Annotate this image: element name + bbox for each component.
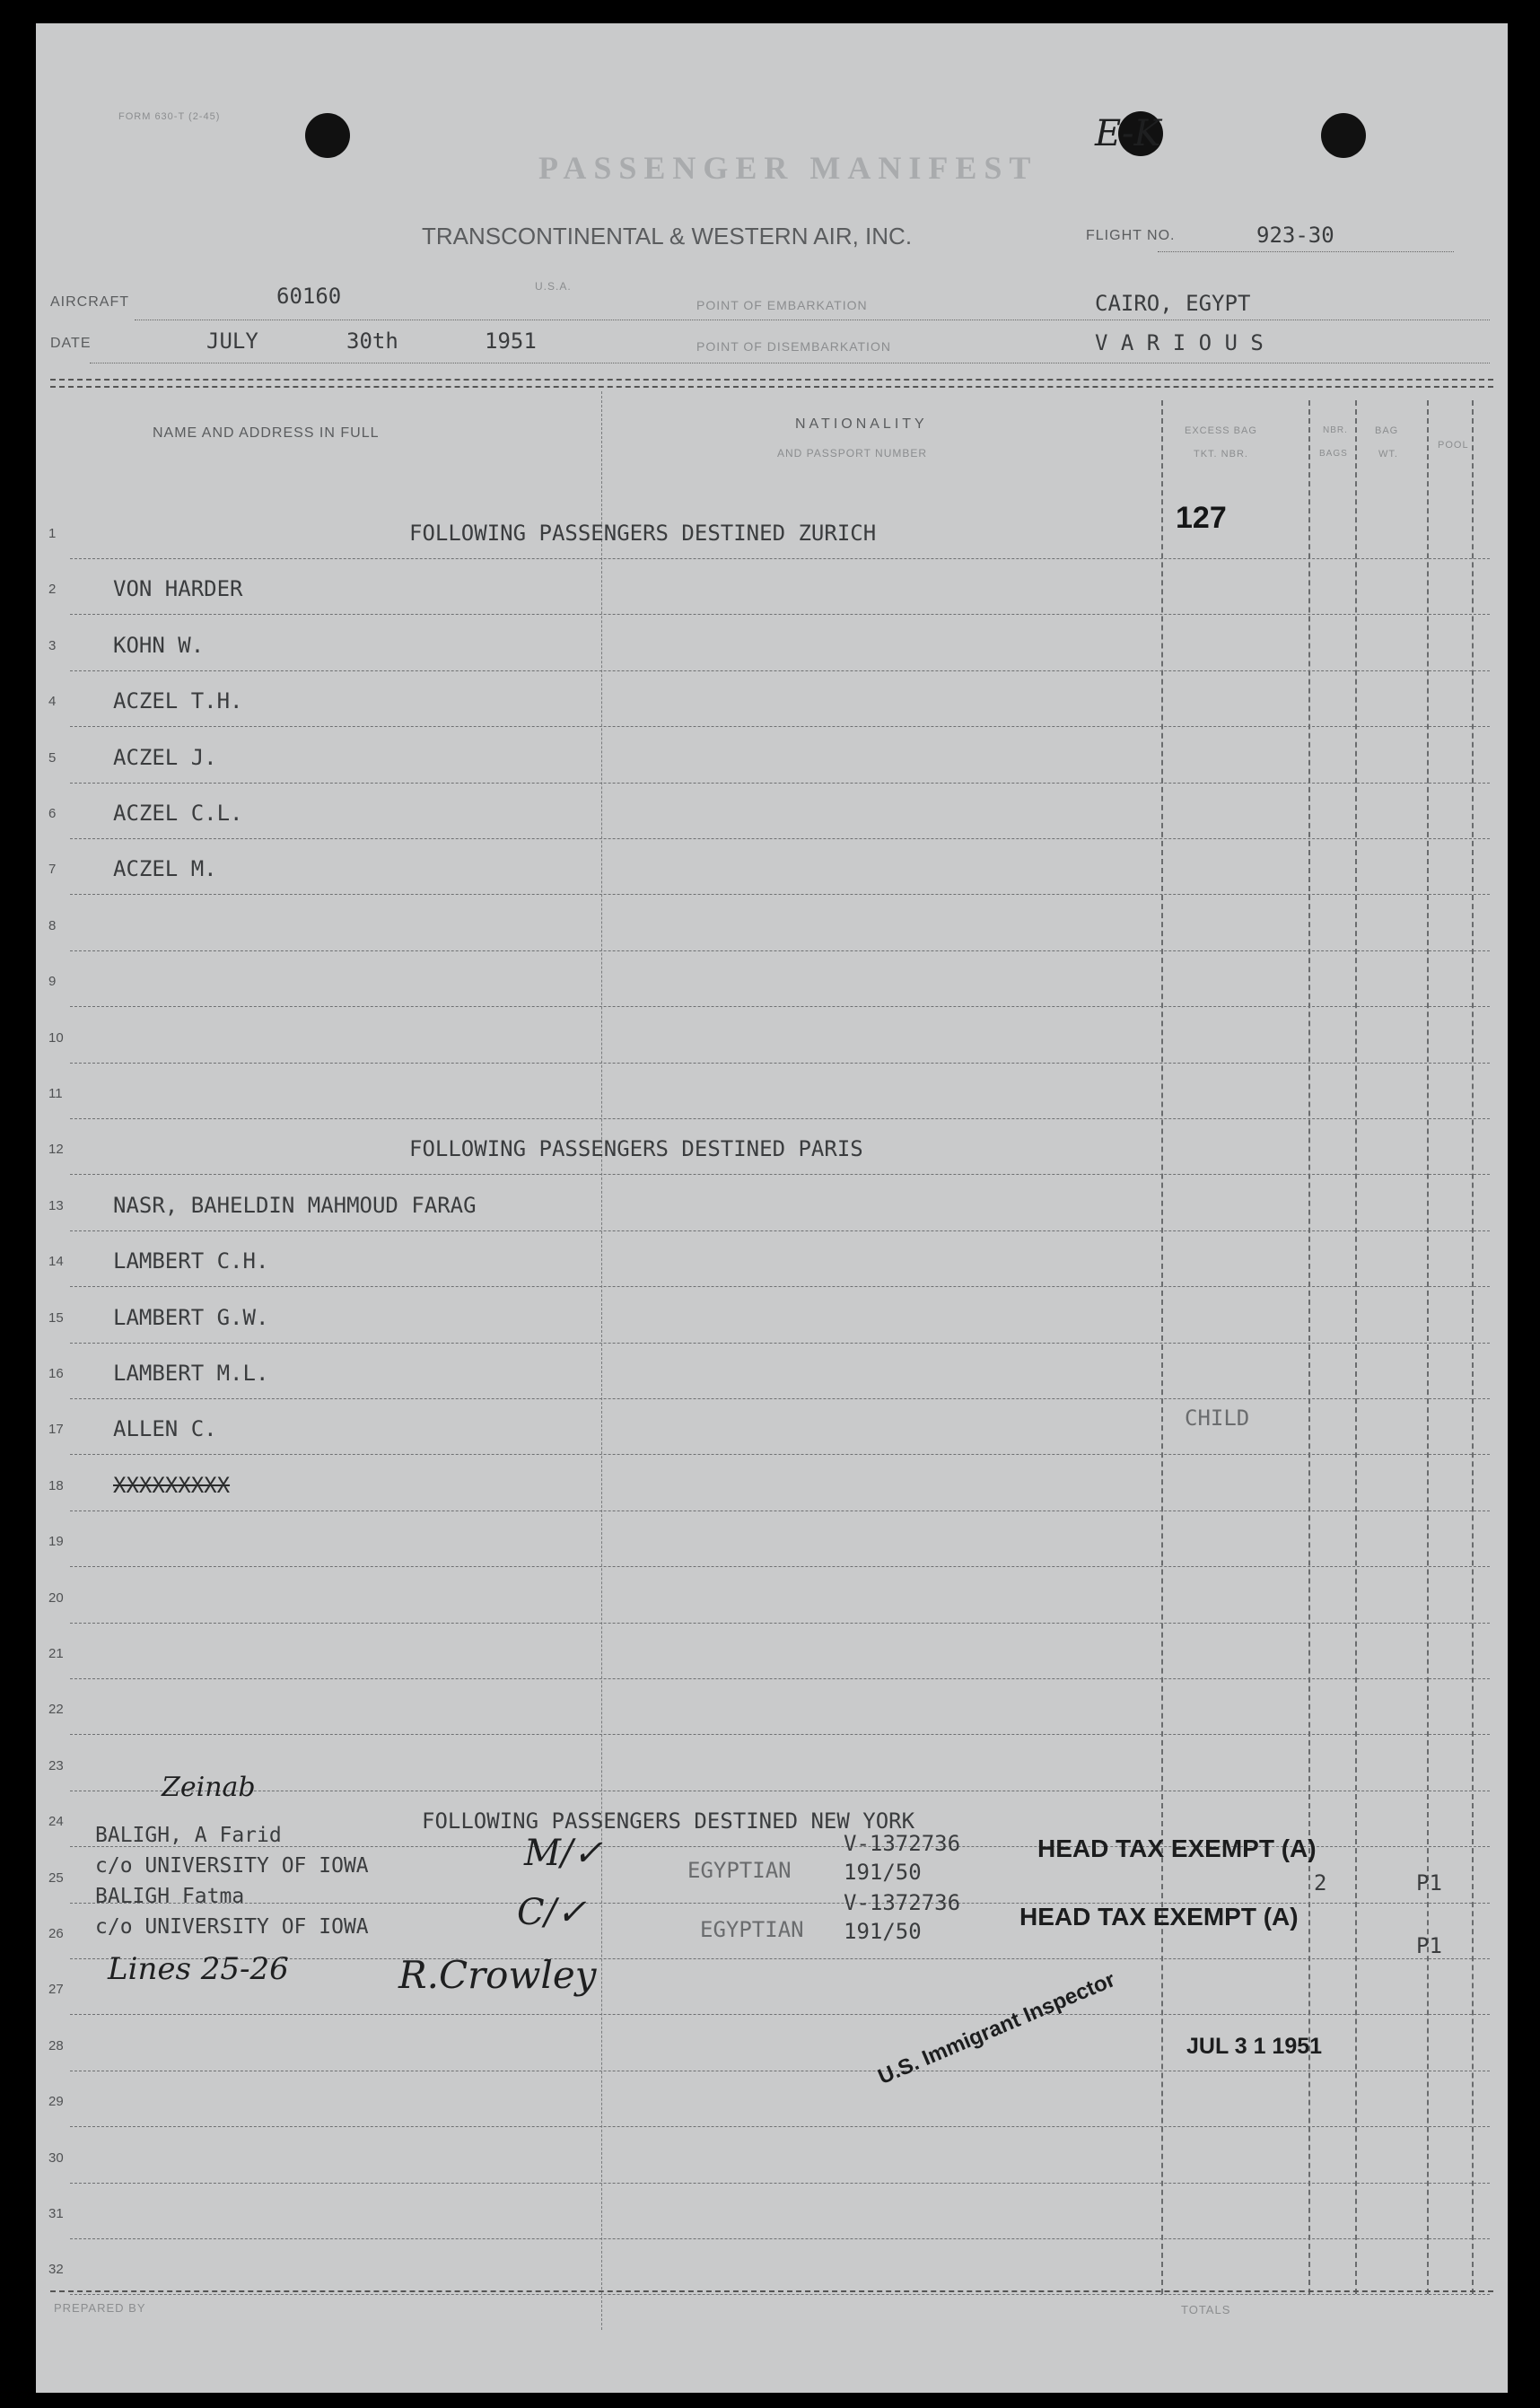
row-number: 3 — [48, 637, 57, 653]
aircraft-number: 60160 — [276, 284, 342, 309]
row-number: 4 — [48, 694, 57, 710]
p25-passport-2: 191/50 — [844, 1860, 922, 1885]
row-number: 28 — [48, 2037, 64, 2053]
row-rule — [70, 726, 1490, 727]
row-rule — [70, 2126, 1490, 2127]
row-text: XXXXXXXXX — [113, 1472, 231, 1498]
p26-address: c/o UNIVERSITY OF IOWA — [95, 1915, 369, 1939]
handwritten-zeinab: Zeinab — [162, 1772, 256, 1803]
row-text: FOLLOWING PASSENGERS DESTINED NEW YORK — [422, 1808, 915, 1834]
row-rule — [70, 1006, 1490, 1007]
head-tax-2: HEAD TAX EXEMPT (A) — [1019, 1903, 1299, 1931]
date-label: DATE — [50, 336, 92, 351]
row-rule — [70, 1623, 1490, 1624]
punch-hole-right — [1321, 113, 1366, 158]
row-rule — [70, 1566, 1490, 1567]
p26-mark: C/✓ — [517, 1892, 587, 1933]
airline-name: TRANSCONTINENTAL & WESTERN AIR, INC. — [422, 223, 913, 250]
row-text: NASR, BAHELDIN MAHMOUD FARAG — [113, 1192, 477, 1218]
row-number: 19 — [48, 1534, 64, 1550]
corner-note: E-K — [1095, 113, 1161, 154]
col-name: NAME AND ADDRESS IN FULL — [153, 425, 380, 441]
row-number: 1 — [48, 526, 57, 541]
row-text: LAMBERT C.H. — [113, 1248, 269, 1274]
col-nationality: NATIONALITY — [795, 416, 928, 432]
row-number: 23 — [48, 1757, 64, 1773]
disembark-label: POINT OF DISEMBARKATION — [696, 339, 891, 354]
row-text: KOHN W. — [113, 632, 205, 658]
flight-label: FLIGHT NO. — [1086, 228, 1176, 243]
row-number: 11 — [48, 1086, 63, 1101]
row-number: 21 — [48, 1646, 64, 1661]
p26-nationality: EGYPTIAN — [700, 1917, 804, 1942]
row-rule — [70, 894, 1490, 895]
row-text: VON HARDER — [113, 576, 243, 602]
p26-passport-2: 191/50 — [844, 1919, 922, 1944]
child-note: CHILD — [1185, 1405, 1250, 1431]
punch-hole-left — [305, 113, 350, 158]
page-title: PASSENGER MANIFEST — [538, 150, 1038, 186]
head-tax-1: HEAD TAX EXEMPT (A) — [1037, 1834, 1317, 1862]
row-number: 6 — [48, 806, 57, 821]
form-number: FORM 630-T (2-45) — [118, 111, 221, 122]
row-text: LAMBERT G.W. — [113, 1304, 269, 1330]
row-number: 17 — [48, 1422, 64, 1438]
row-number: 27 — [48, 1982, 64, 1998]
col-bag-1: BAG — [1375, 425, 1399, 436]
row-rule — [70, 1063, 1490, 1064]
row-rule — [70, 1343, 1490, 1344]
row-rule — [70, 1398, 1490, 1399]
row-number: 26 — [48, 1926, 64, 1941]
row-number: 24 — [48, 1814, 64, 1830]
embark-value: CAIRO, EGYPT — [1095, 291, 1251, 316]
row-number: 14 — [48, 1254, 64, 1270]
row-number: 30 — [48, 2150, 64, 2166]
row-number: 15 — [48, 1309, 64, 1326]
row-text: ACZEL M. — [113, 856, 217, 882]
row-rule — [70, 2183, 1490, 2184]
row-rule — [70, 1510, 1490, 1511]
row-rule — [70, 2238, 1490, 2239]
row-number: 16 — [48, 1366, 64, 1381]
lines-note: Lines 25-26 — [108, 1951, 289, 1987]
embark-label: POINT OF EMBARKATION — [696, 298, 868, 312]
row-text: ACZEL C.L. — [113, 801, 243, 826]
col-passport: AND PASSPORT NUMBER — [777, 447, 928, 460]
row-rule — [70, 1678, 1490, 1679]
row-rule — [70, 614, 1490, 615]
p25-bags: 2 — [1314, 1870, 1327, 1896]
p25-address: c/o UNIVERSITY OF IOWA — [95, 1854, 369, 1878]
manifest-sheet — [36, 23, 1508, 2393]
p25-passport: V-1372736 — [844, 1831, 961, 1856]
col-nbr-2: BAGS — [1319, 449, 1348, 459]
row-rule — [70, 838, 1490, 839]
row-number: 29 — [48, 2094, 64, 2110]
col-nbr-1: NBR. — [1323, 425, 1348, 435]
p25-nationality: EGYPTIAN — [687, 1858, 792, 1883]
stamp-date: JUL 3 1 1951 — [1186, 2034, 1323, 2059]
row-rule — [70, 950, 1490, 951]
row-number: 10 — [48, 1029, 64, 1046]
inspector-stamp: U.S. Immigrant Inspector — [874, 1967, 1119, 2089]
col-bag-2: WT. — [1378, 449, 1398, 460]
row-rule — [70, 1734, 1490, 1735]
disembark-value: V A R I O U S — [1095, 330, 1264, 355]
row-number: 13 — [48, 1197, 64, 1213]
row-number: 9 — [48, 974, 57, 990]
row-text: FOLLOWING PASSENGERS DESTINED PARIS — [409, 1136, 863, 1162]
row-text: ACZEL T.H. — [113, 688, 243, 714]
p26-name: BALIGH Fatma — [95, 1885, 245, 1908]
aircraft-label: AIRCRAFT — [50, 294, 129, 310]
row-text: ALLEN C. — [113, 1416, 217, 1442]
col-excess-1: EXCESS BAG — [1185, 425, 1257, 436]
row-text: LAMBERT M.L. — [113, 1361, 269, 1386]
row-number: 5 — [48, 749, 57, 766]
date-year: 1951 — [485, 328, 537, 354]
row-text: FOLLOWING PASSENGERS DESTINED ZURICH — [409, 521, 877, 546]
row-number: 12 — [48, 1142, 64, 1158]
row-rule — [70, 783, 1490, 784]
row-rule — [70, 1286, 1490, 1287]
row-rule — [70, 2014, 1490, 2015]
row-number: 32 — [48, 2262, 64, 2278]
totals-label: TOTALS — [1181, 2303, 1231, 2316]
row-rule — [70, 1230, 1490, 1231]
p25-mark: M/✓ — [524, 1833, 603, 1874]
p25-name: BALIGH, A Farid — [95, 1824, 282, 1847]
date-month: JULY — [206, 328, 258, 354]
col-excess-2: TKT. NBR. — [1194, 449, 1248, 460]
row-rule — [70, 1174, 1490, 1175]
row-number: 7 — [48, 862, 57, 878]
row-number: 25 — [48, 1869, 64, 1886]
row-rule — [70, 2294, 1490, 2295]
row-number: 2 — [48, 582, 57, 598]
p26-passport: V-1372736 — [844, 1890, 961, 1915]
row-rule — [70, 558, 1490, 559]
row-number: 20 — [48, 1589, 64, 1606]
prepared-by: PREPARED BY — [54, 2301, 146, 2315]
inspector-signature: R.Crowley — [398, 1953, 597, 1997]
row-text: ACZEL J. — [113, 744, 217, 770]
row-rule — [70, 1118, 1490, 1119]
row-number: 22 — [48, 1702, 64, 1718]
registry: U.S.A. — [535, 280, 572, 293]
row-number: 8 — [48, 917, 57, 933]
row-number: 31 — [48, 2206, 64, 2221]
p26-pool: P1 — [1416, 1933, 1442, 1958]
date-day: 30th — [346, 328, 398, 354]
row-rule — [70, 1454, 1490, 1455]
excess-ticket-number: 127 — [1176, 501, 1227, 535]
col-pool: POOL — [1438, 440, 1469, 451]
flight-number: 923-30 — [1256, 223, 1334, 248]
row-number: 18 — [48, 1477, 64, 1493]
row-rule — [70, 670, 1490, 671]
p25-pool: P1 — [1416, 1870, 1442, 1896]
